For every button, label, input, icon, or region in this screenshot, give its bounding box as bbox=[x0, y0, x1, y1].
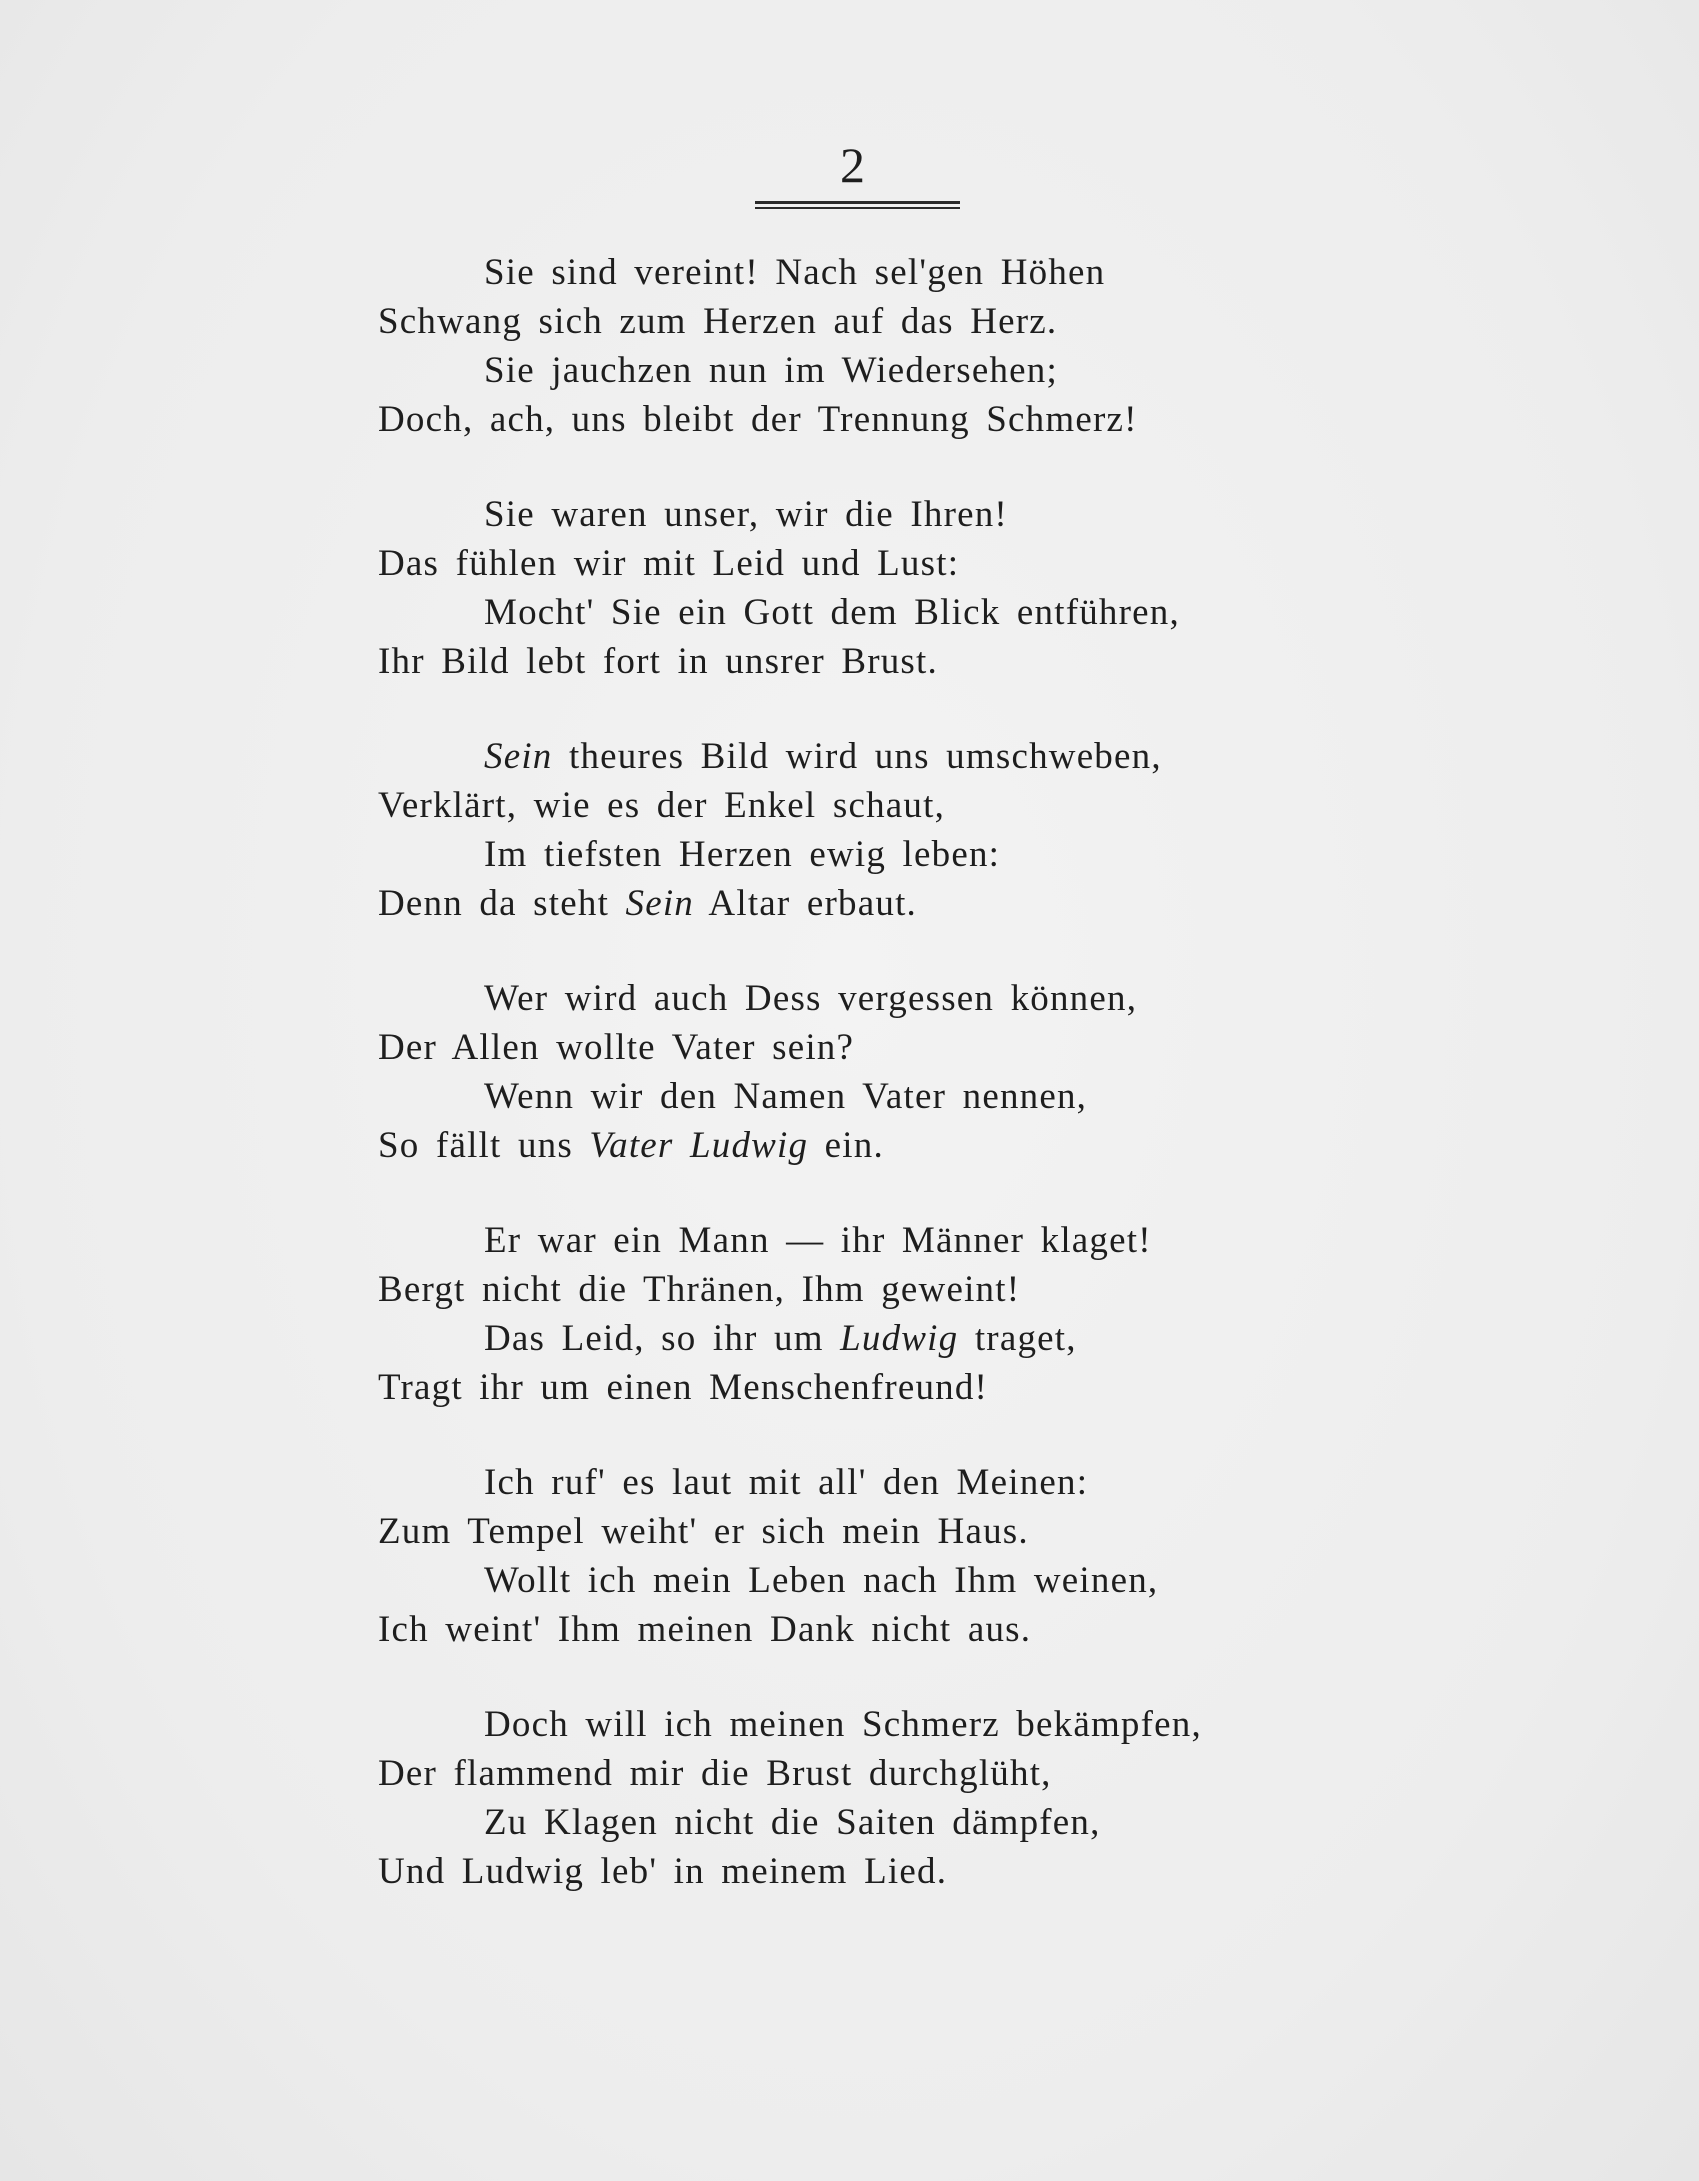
poem bbox=[378, 248, 1328, 1942]
poem-line bbox=[378, 879, 1328, 928]
poem-line bbox=[378, 1314, 1328, 1363]
poem-line: Ihr Bild lebt fort in unsrer Brust. bbox=[378, 641, 938, 682]
poem-line: Er war ein Mann — ihr Männer klaget! bbox=[484, 1220, 1152, 1261]
poem-line bbox=[378, 1121, 1328, 1170]
stanza-2 bbox=[378, 490, 1328, 686]
poem-line: Zu Klagen nicht die Saiten dämpfen, bbox=[484, 1802, 1101, 1843]
stanza-3 bbox=[378, 732, 1328, 928]
header-rule bbox=[755, 201, 960, 204]
poem-line: Der Allen wollte Vater sein? bbox=[378, 1027, 855, 1068]
poem-line: Schwang sich zum Herzen auf das Herz. bbox=[378, 301, 1058, 342]
poem-line: Zum Tempel weiht' er sich mein Haus. bbox=[378, 1511, 1029, 1552]
poem-line: Wer wird auch Dess vergessen können, bbox=[484, 978, 1138, 1019]
poem-line: Und Ludwig leb' in meinem Lied. bbox=[378, 1851, 948, 1892]
line-text: theures Bild wird uns umschweben, bbox=[552, 736, 1162, 777]
header-rule-double bbox=[755, 207, 960, 209]
poem-line: Das fühlen wir mit Leid und Lust: bbox=[378, 543, 960, 584]
poem-line: Doch, ach, uns bleibt der Trennung Schmerz! bbox=[378, 399, 1138, 440]
poem-line: Sie jauchzen nun im Wiedersehen; bbox=[484, 350, 1058, 391]
emphasis: Sein bbox=[625, 883, 695, 924]
poem-line: Ich weint' Ihm meinen Dank nicht aus. bbox=[378, 1609, 1032, 1650]
line-text: ein. bbox=[808, 1125, 884, 1166]
poem-line: Ich ruf' es laut mit all' den Meinen: bbox=[484, 1462, 1089, 1503]
poem-line: Wollt ich mein Leben nach Ihm weinen, bbox=[484, 1560, 1159, 1601]
line-text: So fällt uns bbox=[378, 1125, 590, 1166]
poem-line: Im tiefsten Herzen ewig leben: bbox=[484, 834, 1001, 875]
poem-line: Sie waren unser, wir die Ihren! bbox=[484, 494, 1008, 535]
line-text: traget, bbox=[958, 1318, 1077, 1359]
stanza-4 bbox=[378, 974, 1328, 1170]
line-text: Altar erbaut. bbox=[694, 883, 917, 924]
emphasis: Vater Ludwig bbox=[589, 1125, 809, 1166]
stanza-1 bbox=[378, 248, 1328, 444]
stanza-6 bbox=[378, 1458, 1328, 1654]
poem-line: Doch will ich meinen Schmerz bekämpfen, bbox=[484, 1704, 1202, 1745]
stanza-5 bbox=[378, 1216, 1328, 1412]
stanza-7 bbox=[378, 1700, 1328, 1896]
poem-line: Bergt nicht die Thränen, Ihm geweint! bbox=[378, 1269, 1021, 1310]
line-text: Denn da steht bbox=[378, 883, 626, 924]
page-number: 2 bbox=[840, 137, 865, 193]
poem-line bbox=[378, 732, 1328, 781]
emphasis: Ludwig bbox=[840, 1318, 959, 1359]
poem-line: Sie sind vereint! Nach sel'gen Höhen bbox=[484, 252, 1106, 293]
emphasis: Sein bbox=[484, 736, 553, 777]
poem-line: Mocht' Sie ein Gott dem Blick entführen, bbox=[484, 592, 1180, 633]
poem-line: Tragt ihr um einen Menschenfreund! bbox=[378, 1367, 989, 1408]
poem-line: Verklärt, wie es der Enkel schaut, bbox=[378, 785, 946, 826]
poem-line: Wenn wir den Namen Vater nennen, bbox=[484, 1076, 1088, 1117]
poem-line: Der flammend mir die Brust durchglüht, bbox=[378, 1753, 1052, 1794]
line-text: Das Leid, so ihr um bbox=[484, 1318, 841, 1359]
